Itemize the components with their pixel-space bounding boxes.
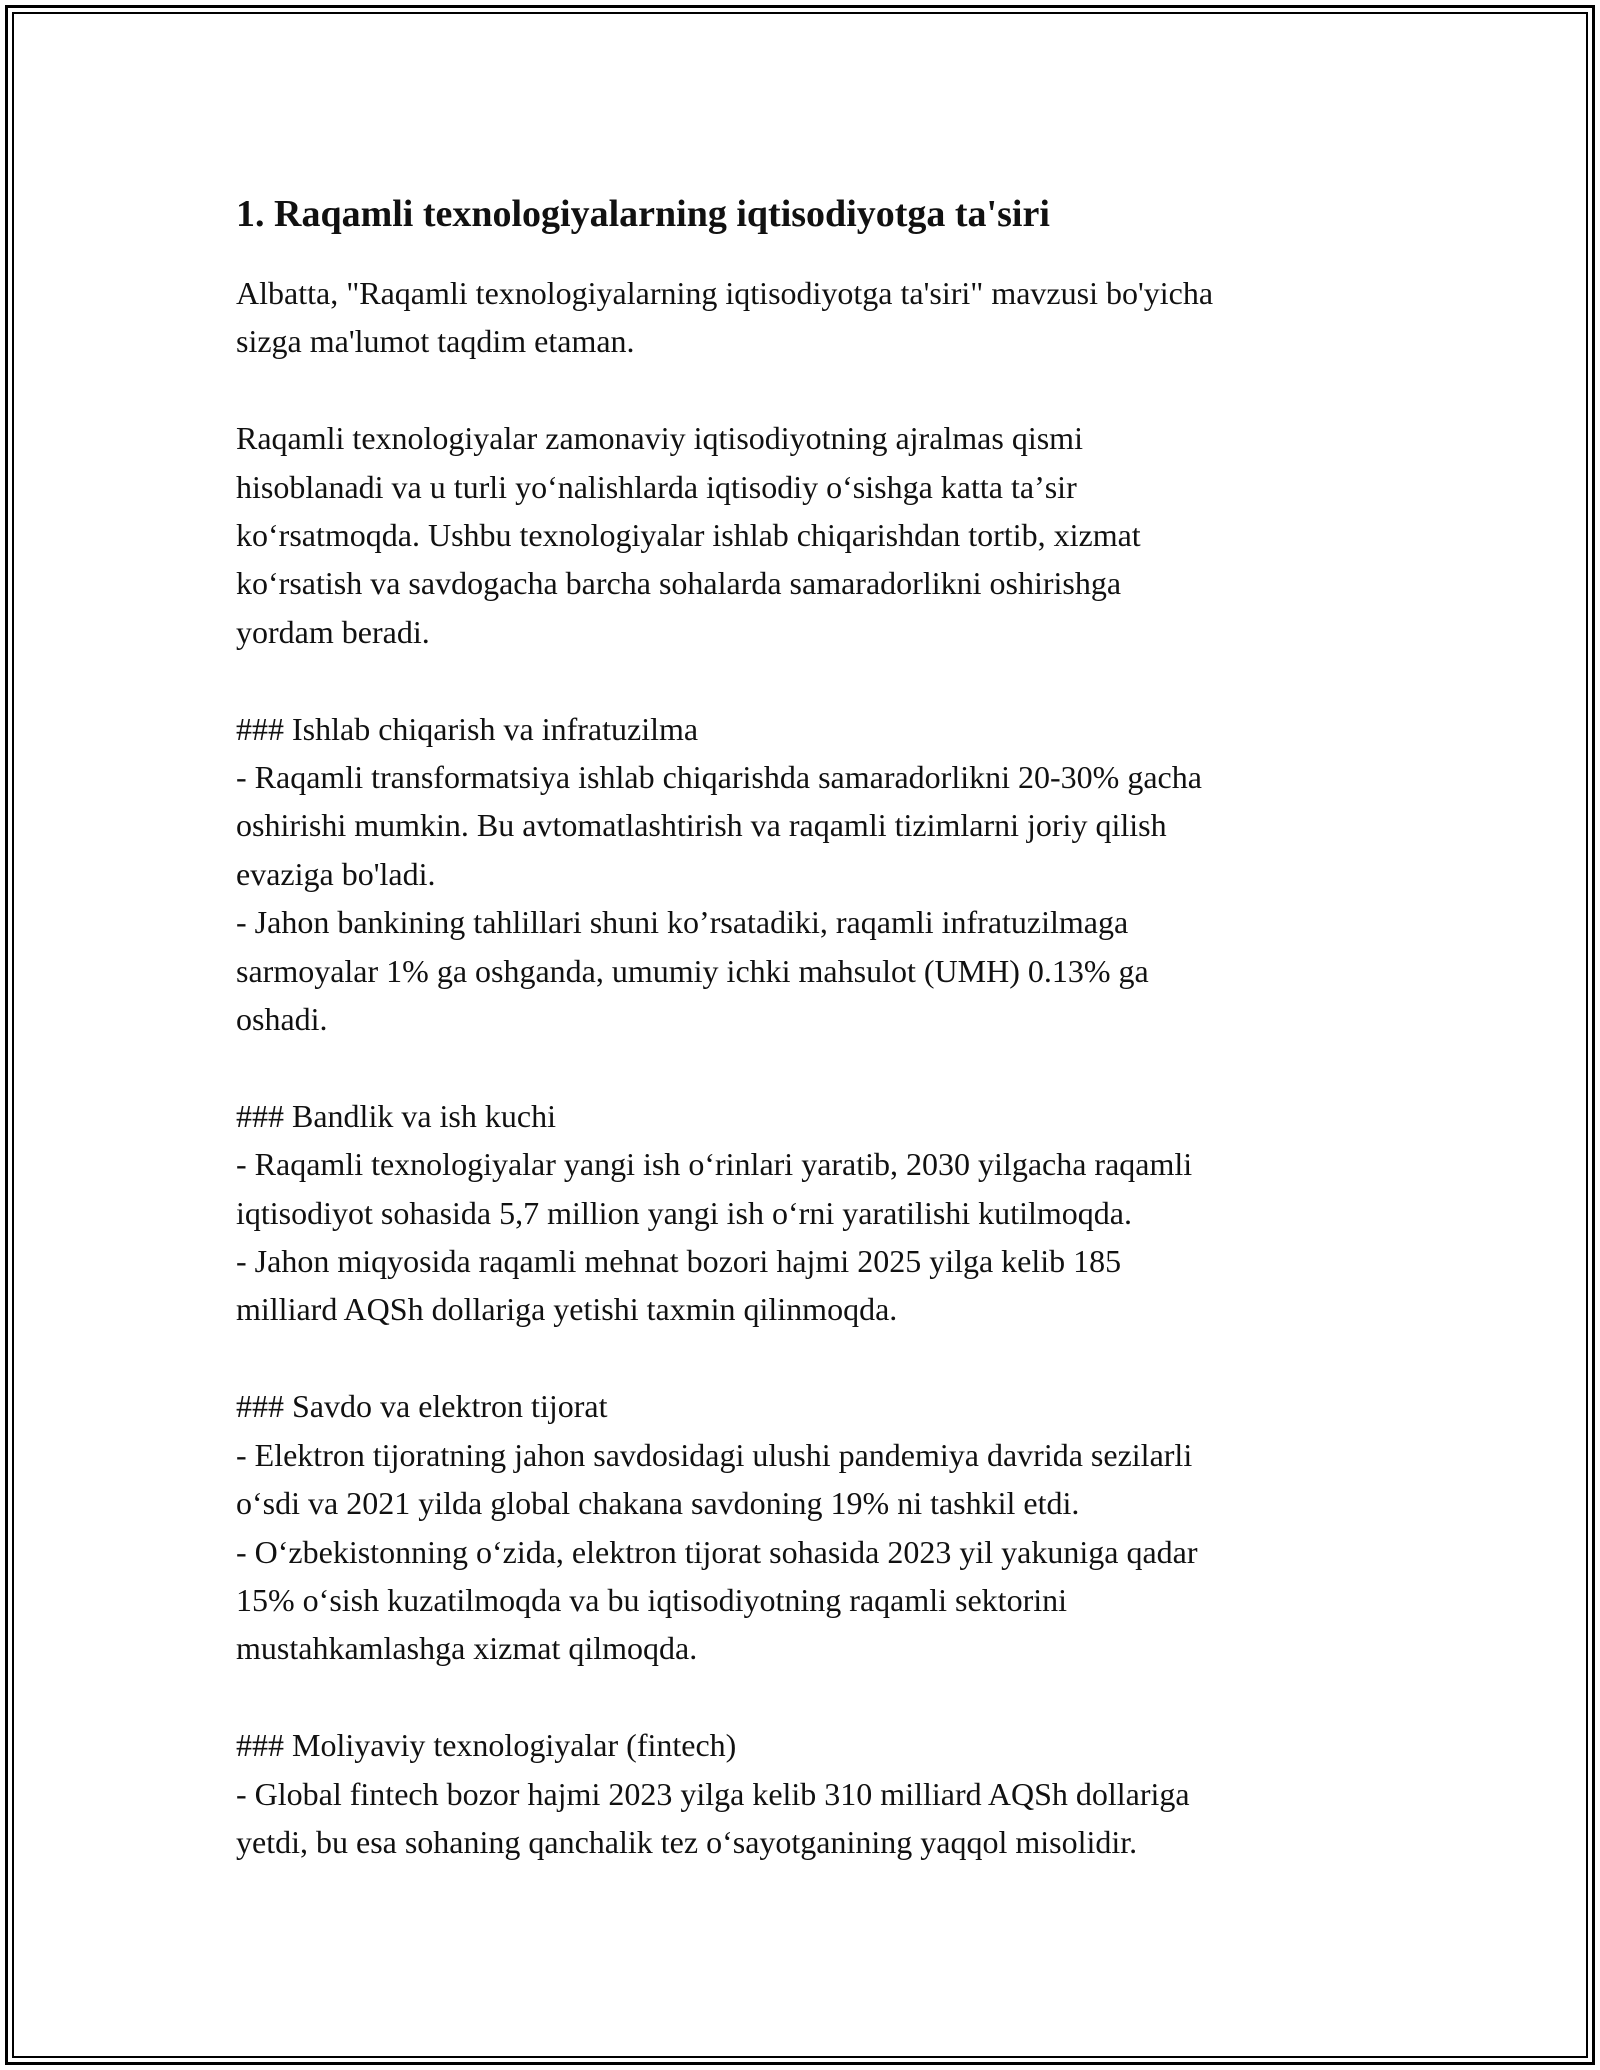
blank-line — [236, 1673, 1376, 1721]
blank-line — [236, 1334, 1376, 1382]
text-line: yordam beradi. — [236, 613, 430, 650]
text-line: 15% oʻsish kuzatilmoqda va bu iqtisodiyotning raqamli sektorini — [236, 1581, 1067, 1618]
text-line: iqtisodiyot sohasida 5,7 million yangi ish oʻrni yaratilishi kutilmoqda. — [236, 1194, 1132, 1231]
section-heading-line: ### Moliyaviy texnologiyalar (fintech) — [236, 1727, 737, 1764]
text-line: sizga ma'lumot taqdim etaman. — [236, 323, 635, 360]
blank-line — [236, 366, 1376, 414]
text-line: sarmoyalar 1% ga oshganda, umumiy ichki mahsulot (UMH) 0.13% ga — [236, 952, 1149, 989]
section-heading-line: ### Savdo va elektron tijorat — [236, 1388, 608, 1425]
text-line: Raqamli texnologiyalar zamonaviy iqtisodiyotning ajralmas qismi — [236, 420, 1083, 457]
document-body — [236, 188, 1376, 1866]
text-line: yetdi, bu esa sohaning qanchalik tez oʻsayotganining yaqqol misolidir. — [236, 1823, 1138, 1860]
text-line: koʻrsatmoqda. Ushbu texnologiyalar ishlab chiqarishdan tortib, xizmat — [236, 517, 1141, 554]
text-line: - Jahon bankining tahlillari shuni koʼrsatadiki, raqamli infratuzilmaga — [236, 904, 1129, 941]
text-line: oʻsdi va 2021 yilda global chakana savdoning 19% ni tashkil etdi. — [236, 1485, 1080, 1522]
text-line: oshadi. — [236, 1001, 328, 1038]
section-heading-line: ### Ishlab chiqarish va infratuzilma — [236, 710, 699, 747]
blank-line — [236, 656, 1376, 704]
text-line: milliard AQSh dollariga yetishi taxmin qilinmoqda. — [236, 1291, 898, 1328]
text-line: - Raqamli transformatsiya ishlab chiqarishda samaradorlikni 20-30% gacha — [236, 759, 1202, 796]
text-line: - Raqamli texnologiyalar yangi ish oʻrinlari yaratib, 2030 yilgacha raqamli — [236, 1146, 1193, 1183]
text-line: - Elektron tijoratning jahon savdosidagi ulushi pandemiya davrida sezilarli — [236, 1436, 1193, 1473]
text-line: hisoblanadi va u turli yoʻnalishlarda iqtisodiy oʻsishga katta taʼsir — [236, 468, 1077, 505]
text-line: - Jahon miqyosida raqamli mehnat bozori hajmi 2025 yilga kelib 185 — [236, 1243, 1122, 1280]
document-title: 1. Raqamli texnologiyalarning iqtisodiyotga ta'siri — [236, 193, 1050, 235]
text-line: evaziga bo'ladi. — [236, 855, 436, 892]
text-line: - Oʻzbekistonning oʻzida, elektron tijorat sohasida 2023 yil yakuniga qadar — [236, 1533, 1198, 1570]
text-line: mustahkamlashga xizmat qilmoqda. — [236, 1630, 698, 1667]
blank-line — [236, 1043, 1376, 1091]
text-line: oshirishi mumkin. Bu avtomatlashtirish va raqamli tizimlarni joriy qilish — [236, 807, 1167, 844]
section-heading-line: ### Bandlik va ish kuchi — [236, 1097, 556, 1134]
text-line: - Global fintech bozor hajmi 2023 yilga kelib 310 milliard AQSh dollariga — [236, 1775, 1190, 1812]
document-text — [236, 269, 1376, 1866]
text-line: Albatta, "Raqamli texnologiyalarning iqtisodiyotga ta'siri" mavzusi bo'yicha — [236, 275, 1214, 311]
text-line: koʻrsatish va savdogacha barcha sohalarda samaradorlikni oshirishga — [236, 565, 1122, 602]
